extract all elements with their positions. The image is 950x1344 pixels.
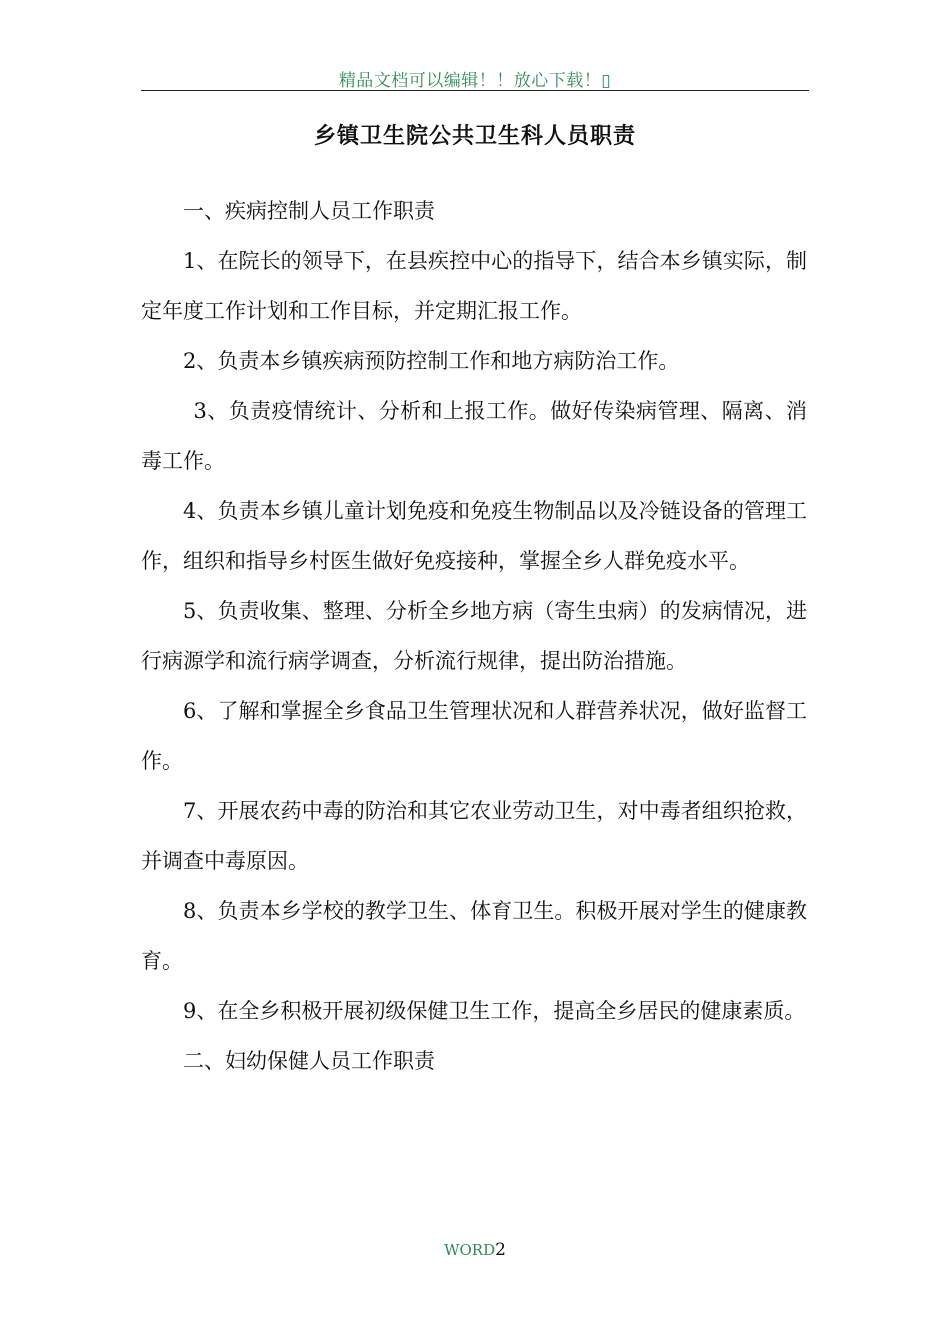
duty-item-7: 7、开展农药中毒的防治和其它农业劳动卫生，对中毒者组织抢救，并调查中毒原因。 xyxy=(141,799,807,873)
page-footer xyxy=(0,1240,950,1260)
duty-item-4: 4、负责本乡镇儿童计划免疫和免疫生物制品以及冷链设备的管理工作，组织和指导乡村医生做好免疫接种，掌握全乡人群免疫水平。 xyxy=(141,499,807,573)
duty-item-1: 1、在院长的领导下，在县疾控中心的指导下，结合本乡镇实际，制定年度工作计划和工作目标，并定期汇报工作。 xyxy=(141,249,807,323)
duty-item-3: 3、负责疫情统计、分析和上报工作。做好传染病管理、隔离、消毒工作。 xyxy=(141,399,807,473)
duty-item-8: 8、负责本乡学校的教学卫生、体育卫生。积极开展对学生的健康教育。 xyxy=(141,899,807,973)
duty-item-9: 9、在全乡积极开展初级保健卫生工作，提高全乡居民的健康素质。 xyxy=(183,999,806,1023)
page-number: 2 xyxy=(495,1240,506,1260)
duty-item-2: 2、负责本乡镇疾病预防控制工作和地方病防治工作。 xyxy=(183,349,680,373)
document-body xyxy=(141,186,807,1086)
section-heading-maternal-child-health: 二、妇幼保健人员工作职责 xyxy=(183,1049,435,1073)
header-banner: 精品文档可以编辑！！放心下载！▯ xyxy=(338,71,612,91)
document-title: 乡镇卫生院公共卫生科人员职责 xyxy=(313,124,636,149)
section-heading-disease-control: 一、疾病控制人员工作职责 xyxy=(183,199,435,223)
duty-item-5: 5、负责收集、整理、分析全乡地方病（寄生虫病）的发病情况，进行病源学和流行病学调查，分析流行规律，提出防治措施。 xyxy=(141,599,807,673)
footer-label: WORD xyxy=(444,1241,496,1259)
header-divider xyxy=(141,90,809,91)
duty-item-6: 6、了解和掌握全乡食品卫生管理状况和人群营养状况，做好监督工作。 xyxy=(141,699,807,773)
